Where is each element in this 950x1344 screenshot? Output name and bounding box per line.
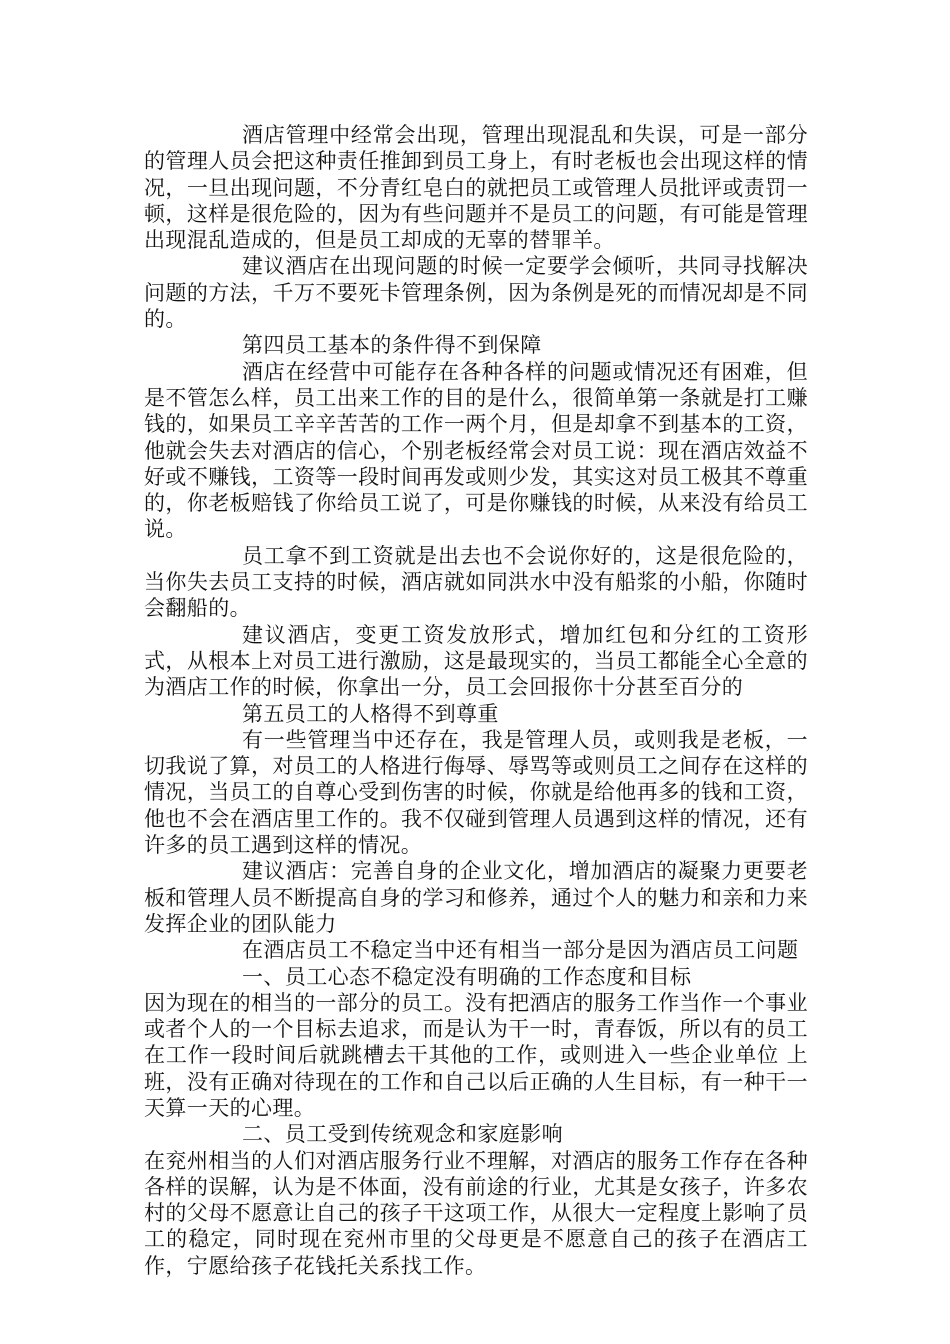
- section-heading-tradition: 二、员工受到传统观念和家庭影响: [242, 1122, 563, 1147]
- paragraph-management-chaos: 酒店管理中经常会出现，管理出现混乱和失误，可是一部分的管理人员会把这种责任推卸到员工身上，有时老板也会出现这样的情况，一旦出现问题，不分青红皂白的就把员工或管理人员批评或责罚一顿，这样是很危险的，因为有些问题并不是员工的问题，有可能是管理出现混乱造成的，但是员工却成的无辜的替罪羊。: [144, 123, 808, 253]
- paragraph-suggestion-listen: 建议酒店在出现问题的时候一定要学会倾听，共同寻找解决问题的方法，千万不要死卡管理条例，因为条例是死的而情况却是不同的。: [144, 254, 808, 332]
- paragraph-wages-danger: 员工拿不到工资就是出去也不会说你好的，这是很危险的，当你失去员工支持的时候，酒店就如同洪水中没有船浆的小船，你随时会翻船的。: [144, 543, 808, 621]
- paragraph-suggestion-culture: 建议酒店：完善自身的企业文化，增加酒店的凝聚力更要老板和管理人员不断提高自身的学习和修养，通过个人的魅力和亲和力来发挥企业的团队能力: [144, 859, 808, 936]
- section-heading-mindset: 一、员工心态不稳定没有明确的工作态度和目标: [242, 964, 692, 989]
- paragraph-wages-problem: 酒店在经营中可能存在各种各样的问题或情况还有困难，但是不管怎么样，员工出来工作的目的是什么，很简单第一条就是打工赚钱的，如果员工辛辛苦苦的工作一两个月，但是却拿不到基本的工资，他就会失去对酒店的信心，个别老板经常会对员工说：现在酒店效益不好或不赚钱，工资等一段时间再发或则少发，其实这对员工极其不尊重的，你老板赔钱了你给员工说了，可是你赚钱的时候，从来没有给员工说。: [144, 359, 808, 542]
- section-heading-fourth: 第四员工基本的条件得不到保障: [242, 333, 542, 358]
- paragraph-suggestion-wages: 建议酒店，变更工资发放形式，增加红包和分红的工资形式，从根本上对员工进行激励，这是最现实的，当员工都能全心全意的为酒店工作的时候，你拿出一分，员工会回报你十分甚至百分的: [144, 622, 808, 700]
- document-body: [144, 122, 808, 1279]
- section-heading-staff-issues: 在酒店员工不稳定当中还有相当一部分是因为酒店员工问题: [242, 938, 799, 963]
- paragraph-tradition-detail: 在兖州相当的人们对酒店服务行业不理解，对酒店的服务工作存在各种各样的误解，认为是不体面，没有前途的行业，尤其是女孩子，许多农村的父母不愿意让自己的孩子干这项工作，从很大一定程度上影响了员工的稳定，同时现在兖州市里的父母更是不愿意自己的孩子在酒店工作，宁愿给孩子花钱托关系找工作。: [144, 1148, 808, 1278]
- paragraph-dignity-problem: 有一些管理当中还存在，我是管理人员，或则我是老板，一切我说了算，对员工的人格进行侮辱、辱骂等或则员工之间存在这样的情况，当员工的自尊心受到伤害的时候，你就是给他再多的钱和工资，他也不会在酒店里工作的。我不仅碰到管理人员遇到这样的情况，还有许多的员工遇到这样的情况。: [144, 727, 808, 858]
- paragraph-mindset-detail: 因为现在的相当的一部分的员工。没有把酒店的服务工作当作一个事业或者个人的一个目标去追求，而是认为干一时，青春饭，所以有的员工在工作一段时间后就跳槽去干其他的工作，或则进入一些企业单位 上班，没有正确对待现在的工作和自己以后正确的人生目标，有一种干一天算一天的心理。: [144, 990, 808, 1120]
- section-heading-fifth: 第五员工的人格得不到尊重: [242, 701, 499, 726]
